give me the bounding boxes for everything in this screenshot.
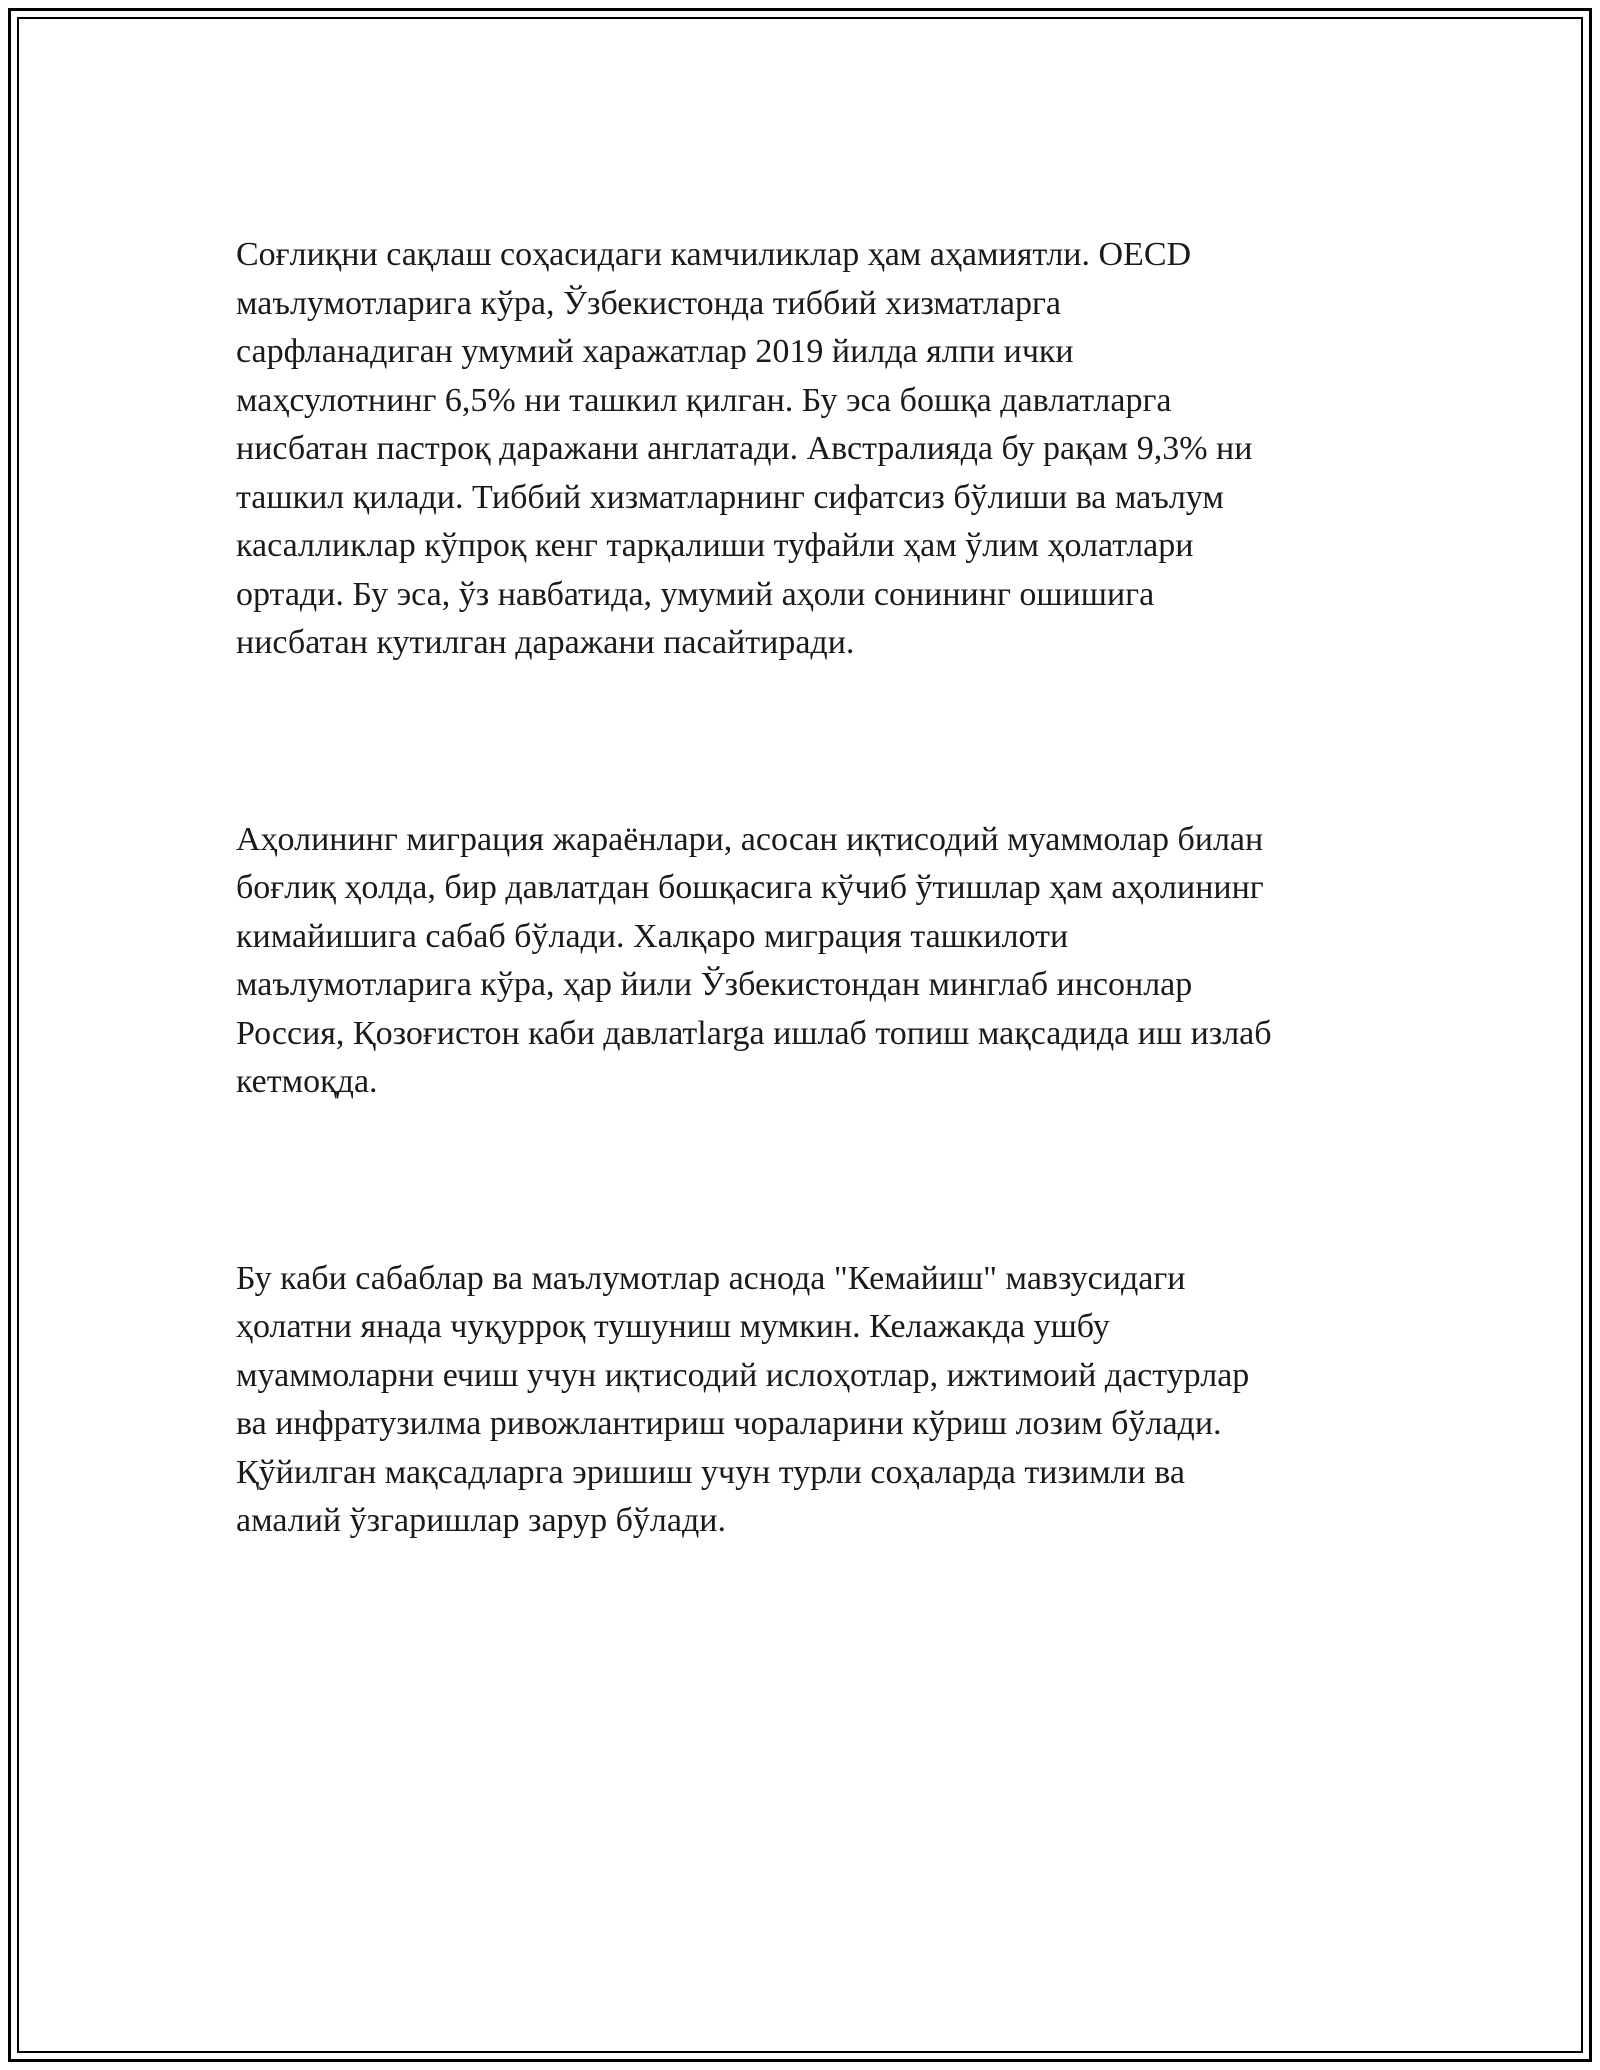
text-line: нисбатан пастроқ даражани англатади. Австралияда бу рақам 9,3% ни	[236, 430, 1253, 467]
text-line: кимайишига сабаб бўлади. Халқаро миграция ташкилоти	[236, 917, 1069, 955]
text-line: касалликлар кўпроқ кенг тарқалиши туфайли ҳам ўлим ҳолатлари	[236, 527, 1194, 564]
text-line: Аҳолининг миграция жараёнлари, асосан иқтисодий муаммолар билан	[236, 820, 1264, 858]
text-line: маҳсулотнинг 6,5% ни ташкил қилган. Бу эса бошқа давлатларга	[236, 381, 1172, 419]
text-line: боғлиқ ҳолда, бир давлатдан бошқасига кўчиб ўтишлар ҳам аҳолининг	[236, 869, 1264, 906]
paragraph-migration	[236, 816, 1376, 1107]
text-line: нисбатан кутилган даражани пасайтиради.	[236, 624, 855, 661]
text-line: Соғлиқни сақлаш соҳасидаги камчиликлар ҳам аҳамиятли. OECD	[236, 236, 1192, 273]
text-line: кетмоқда.	[236, 1063, 378, 1100]
text-line: амалий ўзгаришлар зарур бўлади.	[236, 1502, 726, 1539]
text-line: Россия, Қозоғистон каби давлатlarga ишлаб топиш мақсадида иш излаб	[236, 1014, 1272, 1052]
text-line: ва инфратузилма ривожлантириш чораларини кўриш лозим бўлади.	[236, 1405, 1222, 1442]
text-line: ҳолатни янада чуқурроқ тушуниш мумкин. Келажакда ушбу	[236, 1308, 1110, 1345]
text-line: сарфланадиган умумий харажатлар 2019 йилда ялпи ички	[236, 333, 1074, 370]
document-body	[236, 231, 1376, 1694]
text-line: Бу каби сабаблар ва маълумотлар аснода "Кемайиш" мавзусидаги	[236, 1259, 1186, 1297]
text-line: муаммоларни ечиш учун иқтисодий ислоҳотлар, ижтимоий дастурлар	[236, 1356, 1250, 1394]
text-line: ташкил қилади. Тиббий хизматларнинг сифатсиз бўлиши ва маълум	[236, 478, 1224, 516]
text-line: Қўйилган мақсадларга эришиш учун турли соҳаларда тизимли ва	[236, 1453, 1185, 1491]
paragraph-healthcare	[236, 231, 1376, 668]
paragraph-conclusion	[236, 1255, 1376, 1546]
text-line: ортади. Бу эса, ўз навбатида, умумий аҳоли сонининг ошишига	[236, 575, 1155, 613]
text-line: маълумотларига кўра, ҳар йили Ўзбекистондан минглаб инсонлар	[236, 966, 1193, 1003]
text-line: маълумотларига кўра, Ўзбекистонда тиббий хизматларга	[236, 284, 1061, 322]
